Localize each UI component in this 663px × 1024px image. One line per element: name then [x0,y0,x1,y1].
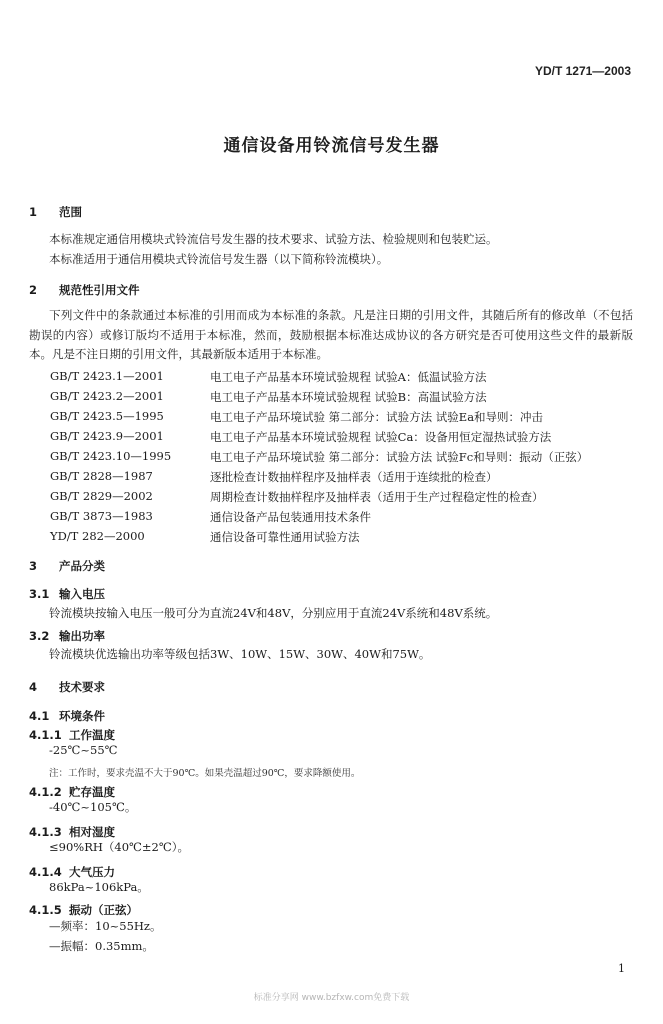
section-3-2-heading [29,628,105,644]
scope-paragraph-1: 本标准规定通信用模块式铃流信号发生器的技术要求、试验方法、检验规则和包装贮运。 [49,232,498,246]
section-title: 输入电压 [59,587,105,601]
reference-name: 电工电子产品环境试验 第二部分：试验方法 试验Ea和导则：冲击 [210,410,544,424]
section-number: 2 [29,283,38,297]
section-title: 振动（正弦） [69,903,138,917]
section-number: 4 [29,680,38,694]
relative-humidity-value: ≤90%RH（40℃±2℃）。 [49,840,189,854]
reference-name: 逐批检查计数抽样程序及抽样表（适用于连续批的检查） [210,470,498,484]
reference-code: GB/T 2828—1987 [50,469,153,483]
input-voltage-text: 铃流模块按输入电压一般可分为直流24V和48V，分别应用于直流24V系统和48V系统。 [49,606,498,620]
footer-watermark: 标准分享网 www.bzfxw.com免费下载 [253,993,410,1003]
reference-code: YD/T 282—2000 [50,529,145,543]
reference-name: 电工电子产品基本环境试验规程 试验Ca：设备用恒定湿热试验方法 [210,430,552,444]
section-title: 大气压力 [69,865,115,879]
reference-name: 电工电子产品基本环境试验规程 试验A：低温试验方法 [210,370,487,384]
section-title: 工作温度 [69,728,115,742]
section-number: 3.2 [29,629,50,643]
reference-code: GB/T 2423.5—1995 [50,409,164,423]
operating-temperature-note: 注：工作时，要求壳温不大于90℃。如果壳温超过90℃，要求降额使用。 [49,768,361,779]
atmospheric-pressure-value: 86kPa~106kPa。 [49,880,149,894]
reference-name: 通信设备可靠性通用试验方法 [210,530,360,544]
reference-code: GB/T 2423.1—2001 [50,369,164,383]
reference-name: 周期检查计数抽样程序及抽样表（适用于生产过程稳定性的检查） [210,490,544,504]
section-number: 3 [29,559,38,573]
section-number: 4.1.1 [29,728,62,742]
section-number: 3.1 [29,587,50,601]
section-3-1-heading [29,586,105,602]
reference-code: GB/T 3873—1983 [50,509,153,523]
reference-code: GB/T 2423.10—1995 [50,449,172,463]
reference-name: 通信设备产品包装通用技术条件 [210,510,371,524]
section-4-1-5-heading [29,902,138,918]
section-title: 相对湿度 [69,825,115,839]
section-number: 4.1.2 [29,785,62,799]
page-number: 1 [618,962,625,975]
document-code: YD/T 1271—2003 [534,64,631,78]
vibration-amplitude: —振幅：0.35mm。 [49,939,154,953]
section-number: 1 [29,205,38,219]
output-power-text: 铃流模块优选输出功率等级包括3W、10W、15W、30W、40W和75W。 [49,647,431,661]
section-4-heading [29,679,105,695]
references-intro: 下列文件中的条款通过本标准的引用而成为本标准的条款。凡是注日期的引用文件，其随后所有的修改单（不包括勘误的内容）或修订版均不适用于本标准，然而，鼓励根据本标准达成协议的各方研究是否可使用这些文件的最新版本。凡是不注日期的引用文件，其最新版本适用于本标准。 [29,308,633,361]
section-title: 规范性引用文件 [59,283,140,297]
section-title: 技术要求 [59,680,105,694]
reference-name: 电工电子产品环境试验 第二部分：试验方法 试验Fc和导则：振动（正弦） [210,450,589,464]
reference-code: GB/T 2423.2—2001 [50,389,164,403]
section-number: 4.1.5 [29,903,62,917]
vibration-frequency: —频率：10~55Hz。 [49,919,162,933]
section-title: 范围 [59,205,82,219]
section-title: 环境条件 [59,709,105,723]
section-3-heading [29,558,105,574]
section-number: 4.1 [29,709,50,723]
page-title: 通信设备用铃流信号发生器 [223,136,440,156]
section-number: 4.1.3 [29,825,62,839]
section-title: 产品分类 [59,559,105,573]
section-4-1-heading [29,708,105,724]
reference-name: 电工电子产品基本环境试验规程 试验B：高温试验方法 [210,390,487,404]
reference-code: GB/T 2423.9—2001 [50,429,164,443]
section-title: 输出功率 [59,629,105,643]
operating-temperature-value: -25℃~55℃ [49,743,118,757]
storage-temperature-value: -40℃~105℃。 [49,800,137,814]
section-1-heading [29,204,82,220]
scope-paragraph-2: 本标准适用于通信用模块式铃流信号发生器（以下简称铃流模块）。 [49,252,389,266]
reference-code: GB/T 2829—2002 [50,489,153,503]
section-2-heading [29,282,140,298]
section-number: 4.1.4 [29,865,62,879]
section-title: 贮存温度 [69,785,115,799]
